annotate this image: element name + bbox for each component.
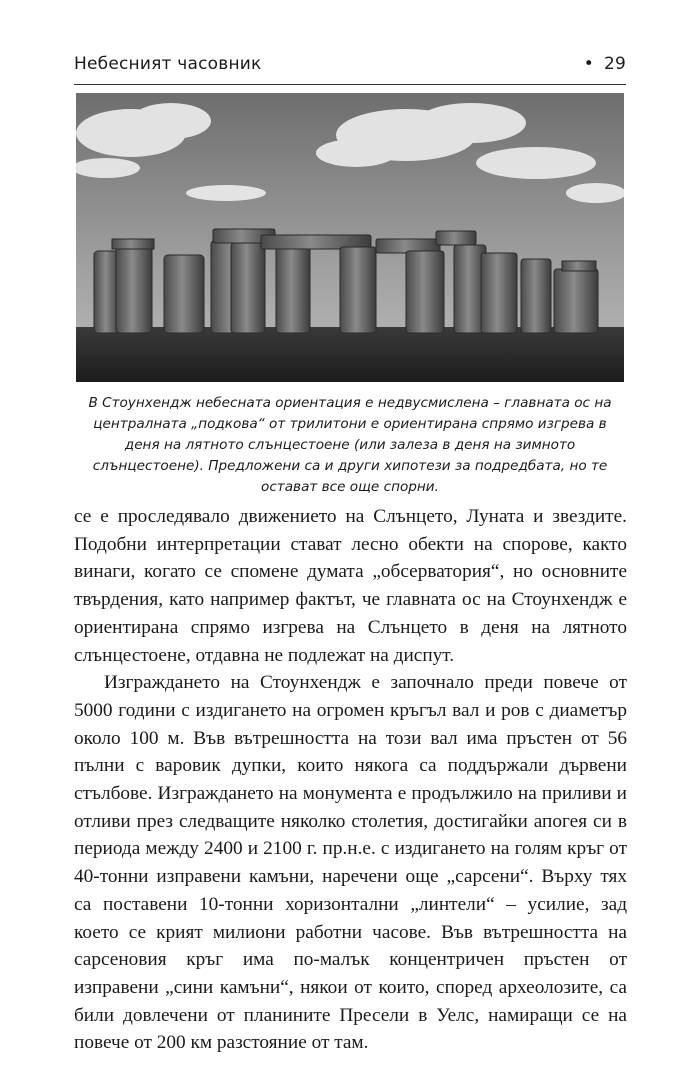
chapter-title: Небесният часовник xyxy=(74,54,262,74)
running-header xyxy=(74,54,626,74)
paragraph: Изграждането на Стоунхендж е започнало преди повече от 5000 години с издигането на огромен кръгъл вал и ров с диаметър около 100 м. Във вътрешността на този вал има пръстен от 56 пълни с варовик дупки, които някога са поддържали дървени стълбове. Изграждането на монумента е продължило на приливи и отливи през следващите няколко столетия, достигайки апогея си в периода между 2400 и 2100 г. пр.н.е. с издигането на голям кръг от 40-тонни изправени камъни, наречени още „сарсени“. Върху тях са поставени 10-тонни хоризонтални „линтели“ – усилие, зад което се крият милиони работни часове. Във вътрешността на сарсеновия кръг има по-малък концентричен пръстен от изправени „сини камъни“, някои от които, според археолозите, са били довлечени от планините Пресели в Уелс, намиращи се на повече от 200 км разстояние от там. xyxy=(74,672,627,1054)
folio xyxy=(584,54,626,74)
stonehenge-photo xyxy=(76,93,624,382)
paragraph: се е проследявало движението на Слънцето, Луната и звездите. Подобни интерпретации стават лесно обекти на спорове, както винаги, когато се спомене думата „обсерватория“, но основните твърдения, като например фактът, че главната ос на Стоунхендж е ориентирана спрямо изгрева на Слънцето в деня на лятното слънцестоене, отдавна не подлежат на диспут. xyxy=(74,506,627,666)
figure-caption: В Стоунхендж небесната ориентация е недвусмислена – главната ос на централната „подкова“ от трилитони е ориентирана спрямо изгрева в деня на лятното слънцестоене (или залеза в деня на зимното слънцестоене). Предложени са и други хипотези за подредбата, но те остават все още спорни. xyxy=(88,395,612,495)
folio-bullet: • xyxy=(583,54,594,74)
body-text xyxy=(74,503,627,1057)
header-rule xyxy=(74,84,626,85)
page-number: 29 xyxy=(603,54,626,74)
